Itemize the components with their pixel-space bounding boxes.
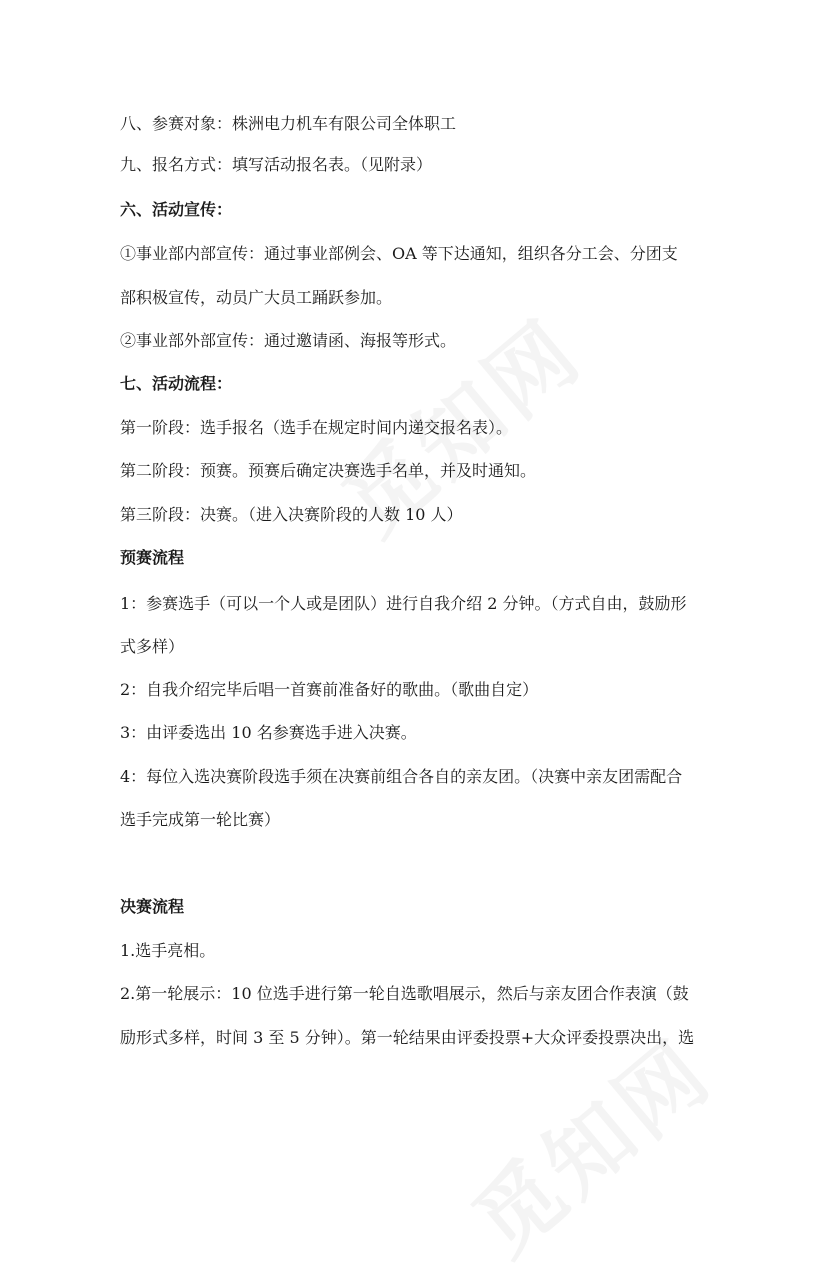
preliminary-step-3: 3：由评委选出 10 名参赛选手进入决赛。 [120, 723, 417, 742]
preliminary-step-4: 4：每位入选决赛阶段选手须在决赛前组合各自的亲友团。（决赛中亲友团需配合 [120, 767, 683, 786]
stage-one-line: 第一阶段：选手报名（选手在规定时间内递交报名表）。 [120, 418, 513, 437]
external-publicity-line: ②事业部外部宣传：通过邀请函、海报等形式。 [120, 331, 457, 350]
internal-publicity-line: ①事业部内部宣传：通过事业部例会、OA 等下达通知，组织各分工会、分团支 [120, 244, 678, 263]
subheading-final: 决赛流程 [120, 897, 185, 916]
section-heading-process: 七、活动流程： [120, 374, 233, 393]
stage-three-line: 第三阶段：决赛。（进入决赛阶段的人数 10 人） [120, 505, 463, 524]
preliminary-step-1-cont: 式多样） [120, 637, 185, 656]
preliminary-step-1: 1：参赛选手（可以一个人或是团队）进行自我介绍 2 分钟。（方式自由，鼓励形 [120, 594, 687, 613]
preliminary-step-4-cont: 选手完成第一轮比赛） [120, 810, 281, 829]
stage-two-line: 第二阶段：预赛。预赛后确定决赛选手名单，并及时通知。 [120, 461, 537, 480]
registration-line: 九、报名方式：填写活动报名表。（见附录） [120, 155, 433, 174]
subheading-preliminary: 预赛流程 [120, 548, 185, 567]
section-heading-publicity: 六、活动宣传： [120, 200, 233, 219]
internal-publicity-line-cont: 部积极宣传，动员广大员工踊跃参加。 [120, 288, 393, 307]
participants-line: 八、参赛对象：株洲电力机车有限公司全体职工 [120, 114, 457, 133]
final-step-1: 1.选手亮相。 [120, 941, 216, 960]
preliminary-step-2: 2：自我介绍完毕后唱一首赛前准备好的歌曲。（歌曲自定） [120, 680, 539, 699]
final-step-2-cont: 励形式多样，时间 3 至 5 分钟）。第一轮结果由评委投票+大众评委投票决出，选 [120, 1028, 695, 1047]
final-step-2: 2.第一轮展示：10 位选手进行第一轮自选歌唱展示，然后与亲友团合作表演（鼓 [120, 984, 689, 1003]
